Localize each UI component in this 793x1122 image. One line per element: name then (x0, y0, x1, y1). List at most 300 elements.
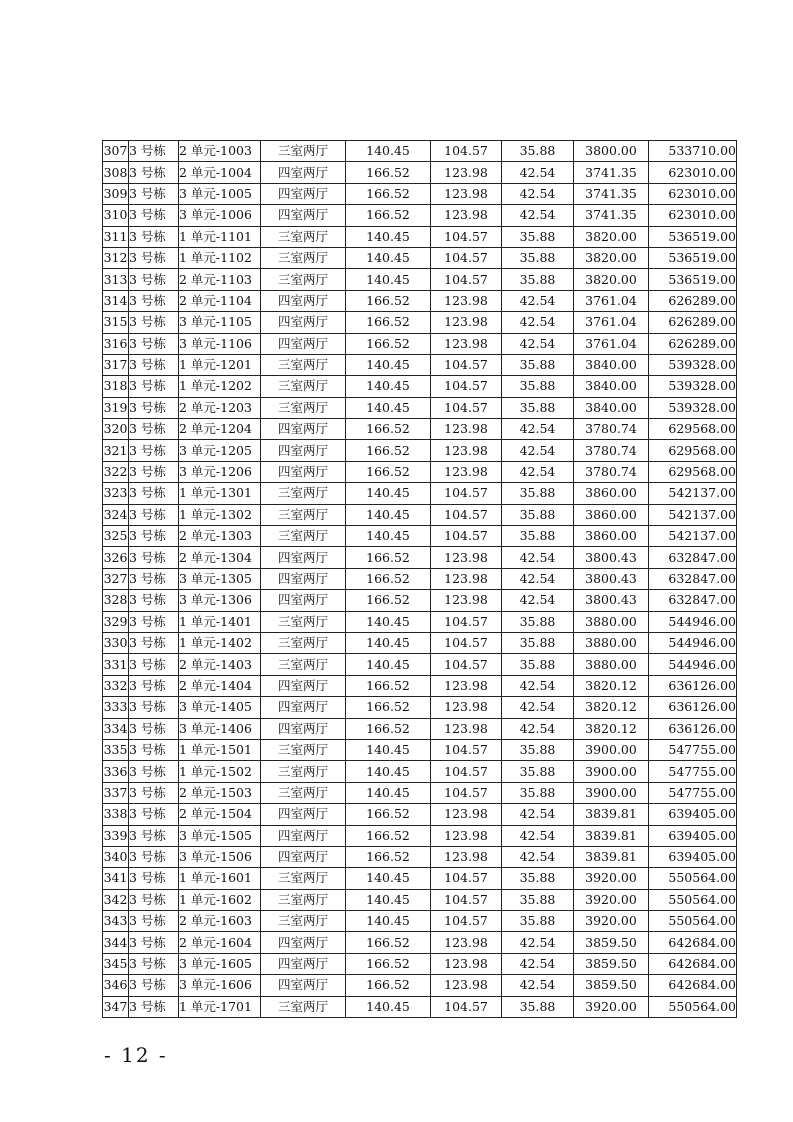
row-number-cell: 330 (103, 632, 129, 653)
unit-price-cell: 3859.50 (574, 953, 649, 974)
inner-area-cell: 104.57 (431, 269, 502, 290)
shared-area-cell: 35.88 (502, 911, 574, 932)
total-price-cell: 636126.00 (649, 697, 737, 718)
inner-area-cell: 123.98 (431, 697, 502, 718)
row-number-cell: 344 (103, 932, 129, 953)
shared-area-cell: 42.54 (502, 461, 574, 482)
inner-area-cell: 123.98 (431, 461, 502, 482)
floor-area-cell: 166.52 (346, 825, 431, 846)
row-number-cell: 338 (103, 804, 129, 825)
unit-room-cell: 3 单元-1605 (179, 953, 261, 974)
floor-area-cell: 166.52 (346, 419, 431, 440)
shared-area-cell: 42.54 (502, 162, 574, 183)
unit-price-cell: 3800.43 (574, 568, 649, 589)
inner-area-cell: 123.98 (431, 547, 502, 568)
row-number-cell: 318 (103, 376, 129, 397)
unit-price-cell: 3820.00 (574, 269, 649, 290)
building-cell: 3 号栋 (129, 376, 179, 397)
table-row (103, 632, 737, 653)
table-row (103, 804, 737, 825)
unit-room-cell: 3 单元-1206 (179, 461, 261, 482)
total-price-cell: 626289.00 (649, 290, 737, 311)
unit-price-cell: 3900.00 (574, 761, 649, 782)
total-price-cell: 542137.00 (649, 483, 737, 504)
shared-area-cell: 35.88 (502, 483, 574, 504)
total-price-cell: 629568.00 (649, 419, 737, 440)
layout-type-cell: 三室两厅 (261, 226, 346, 247)
table-row (103, 825, 737, 846)
unit-room-cell: 2 单元-1503 (179, 782, 261, 803)
unit-price-cell: 3820.12 (574, 697, 649, 718)
floor-area-cell: 166.52 (346, 333, 431, 354)
shared-area-cell: 42.54 (502, 312, 574, 333)
floor-area-cell: 140.45 (346, 376, 431, 397)
total-price-cell: 539328.00 (649, 376, 737, 397)
shared-area-cell: 35.88 (502, 996, 574, 1017)
unit-room-cell: 1 单元-1301 (179, 483, 261, 504)
unit-room-cell: 2 单元-1204 (179, 419, 261, 440)
row-number-cell: 345 (103, 953, 129, 974)
floor-area-cell: 140.45 (346, 996, 431, 1017)
building-cell: 3 号栋 (129, 419, 179, 440)
floor-area-cell: 140.45 (346, 526, 431, 547)
floor-area-cell: 140.45 (346, 761, 431, 782)
inner-area-cell: 123.98 (431, 718, 502, 739)
table-row (103, 846, 737, 867)
floor-area-cell: 140.45 (346, 269, 431, 290)
layout-type-cell: 四室两厅 (261, 590, 346, 611)
inner-area-cell: 104.57 (431, 611, 502, 632)
inner-area-cell: 123.98 (431, 932, 502, 953)
unit-room-cell: 3 单元-1506 (179, 846, 261, 867)
unit-room-cell: 3 单元-1005 (179, 183, 261, 204)
table-row (103, 183, 737, 204)
row-number-cell: 340 (103, 846, 129, 867)
floor-area-cell: 166.52 (346, 547, 431, 568)
row-number-cell: 322 (103, 461, 129, 482)
building-cell: 3 号栋 (129, 739, 179, 760)
floor-area-cell: 166.52 (346, 846, 431, 867)
floor-area-cell: 166.52 (346, 932, 431, 953)
unit-price-cell: 3920.00 (574, 868, 649, 889)
building-cell: 3 号栋 (129, 247, 179, 268)
floor-area-cell: 140.45 (346, 654, 431, 675)
unit-room-cell: 1 单元-1201 (179, 354, 261, 375)
floor-area-cell: 140.45 (346, 911, 431, 932)
table-row (103, 590, 737, 611)
total-price-cell: 544946.00 (649, 611, 737, 632)
layout-type-cell: 四室两厅 (261, 804, 346, 825)
total-price-cell: 642684.00 (649, 953, 737, 974)
inner-area-cell: 123.98 (431, 568, 502, 589)
building-cell: 3 号栋 (129, 868, 179, 889)
table-row (103, 932, 737, 953)
table-row (103, 226, 737, 247)
table-row (103, 504, 737, 525)
layout-type-cell: 三室两厅 (261, 526, 346, 547)
total-price-cell: 632847.00 (649, 547, 737, 568)
building-cell: 3 号栋 (129, 397, 179, 418)
shared-area-cell: 42.54 (502, 547, 574, 568)
shared-area-cell: 42.54 (502, 590, 574, 611)
shared-area-cell: 42.54 (502, 419, 574, 440)
total-price-cell: 547755.00 (649, 761, 737, 782)
layout-type-cell: 四室两厅 (261, 183, 346, 204)
inner-area-cell: 104.57 (431, 889, 502, 910)
layout-type-cell: 三室两厅 (261, 911, 346, 932)
building-cell: 3 号栋 (129, 312, 179, 333)
row-number-cell: 346 (103, 975, 129, 996)
floor-area-cell: 166.52 (346, 461, 431, 482)
shared-area-cell: 35.88 (502, 761, 574, 782)
row-number-cell: 343 (103, 911, 129, 932)
building-cell: 3 号栋 (129, 654, 179, 675)
layout-type-cell: 四室两厅 (261, 205, 346, 226)
inner-area-cell: 104.57 (431, 247, 502, 268)
row-number-cell: 335 (103, 739, 129, 760)
unit-price-cell: 3860.00 (574, 526, 649, 547)
table-row (103, 782, 737, 803)
floor-area-cell: 166.52 (346, 590, 431, 611)
shared-area-cell: 42.54 (502, 932, 574, 953)
total-price-cell: 632847.00 (649, 590, 737, 611)
total-price-cell: 539328.00 (649, 354, 737, 375)
row-number-cell: 311 (103, 226, 129, 247)
building-cell: 3 号栋 (129, 718, 179, 739)
unit-room-cell: 3 单元-1505 (179, 825, 261, 846)
shared-area-cell: 35.88 (502, 226, 574, 247)
building-cell: 3 号栋 (129, 804, 179, 825)
unit-room-cell: 3 单元-1105 (179, 312, 261, 333)
table-row (103, 868, 737, 889)
table-row (103, 526, 737, 547)
layout-type-cell: 四室两厅 (261, 162, 346, 183)
table-row (103, 953, 737, 974)
inner-area-cell: 104.57 (431, 226, 502, 247)
floor-area-cell: 166.52 (346, 568, 431, 589)
building-cell: 3 号栋 (129, 975, 179, 996)
table-row (103, 675, 737, 696)
inner-area-cell: 104.57 (431, 504, 502, 525)
table-row (103, 440, 737, 461)
unit-room-cell: 3 单元-1405 (179, 697, 261, 718)
total-price-cell: 533710.00 (649, 141, 737, 162)
table-row (103, 141, 737, 162)
table-body (103, 141, 737, 1018)
building-cell: 3 号栋 (129, 632, 179, 653)
unit-price-cell: 3820.12 (574, 718, 649, 739)
shared-area-cell: 35.88 (502, 269, 574, 290)
unit-price-cell: 3741.35 (574, 162, 649, 183)
unit-room-cell: 1 单元-1102 (179, 247, 261, 268)
floor-area-cell: 166.52 (346, 675, 431, 696)
shared-area-cell: 42.54 (502, 440, 574, 461)
building-cell: 3 号栋 (129, 846, 179, 867)
inner-area-cell: 104.57 (431, 868, 502, 889)
building-cell: 3 号栋 (129, 996, 179, 1017)
layout-type-cell: 四室两厅 (261, 975, 346, 996)
layout-type-cell: 三室两厅 (261, 483, 346, 504)
unit-room-cell: 1 单元-1302 (179, 504, 261, 525)
unit-room-cell: 3 单元-1305 (179, 568, 261, 589)
row-number-cell: 332 (103, 675, 129, 696)
row-number-cell: 328 (103, 590, 129, 611)
table-row (103, 761, 737, 782)
floor-area-cell: 166.52 (346, 162, 431, 183)
floor-area-cell: 140.45 (346, 868, 431, 889)
table-row (103, 975, 737, 996)
building-cell: 3 号栋 (129, 483, 179, 504)
total-price-cell: 626289.00 (649, 333, 737, 354)
shared-area-cell: 35.88 (502, 632, 574, 653)
layout-type-cell: 三室两厅 (261, 376, 346, 397)
floor-area-cell: 166.52 (346, 804, 431, 825)
inner-area-cell: 104.57 (431, 354, 502, 375)
unit-room-cell: 1 单元-1402 (179, 632, 261, 653)
unit-price-cell: 3741.35 (574, 183, 649, 204)
layout-type-cell: 四室两厅 (261, 440, 346, 461)
total-price-cell: 550564.00 (649, 996, 737, 1017)
unit-price-cell: 3880.00 (574, 611, 649, 632)
inner-area-cell: 123.98 (431, 953, 502, 974)
building-cell: 3 号栋 (129, 162, 179, 183)
inner-area-cell: 104.57 (431, 376, 502, 397)
floor-area-cell: 140.45 (346, 632, 431, 653)
building-cell: 3 号栋 (129, 354, 179, 375)
total-price-cell: 639405.00 (649, 825, 737, 846)
shared-area-cell: 42.54 (502, 975, 574, 996)
unit-price-cell: 3741.35 (574, 205, 649, 226)
shared-area-cell: 35.88 (502, 354, 574, 375)
unit-price-cell: 3900.00 (574, 782, 649, 803)
unit-price-cell: 3920.00 (574, 889, 649, 910)
shared-area-cell: 35.88 (502, 739, 574, 760)
layout-type-cell: 三室两厅 (261, 141, 346, 162)
shared-area-cell: 42.54 (502, 718, 574, 739)
table-row (103, 290, 737, 311)
floor-area-cell: 140.45 (346, 782, 431, 803)
unit-room-cell: 1 单元-1601 (179, 868, 261, 889)
total-price-cell: 536519.00 (649, 247, 737, 268)
unit-price-cell: 3859.50 (574, 932, 649, 953)
unit-room-cell: 2 单元-1404 (179, 675, 261, 696)
total-price-cell: 544946.00 (649, 654, 737, 675)
building-cell: 3 号栋 (129, 932, 179, 953)
unit-room-cell: 2 单元-1604 (179, 932, 261, 953)
floor-area-cell: 140.45 (346, 504, 431, 525)
unit-price-cell: 3839.81 (574, 846, 649, 867)
floor-area-cell: 166.52 (346, 697, 431, 718)
unit-room-cell: 2 单元-1104 (179, 290, 261, 311)
shared-area-cell: 42.54 (502, 697, 574, 718)
shared-area-cell: 35.88 (502, 782, 574, 803)
unit-price-cell: 3800.00 (574, 141, 649, 162)
total-price-cell: 629568.00 (649, 461, 737, 482)
table-row (103, 419, 737, 440)
unit-price-cell: 3920.00 (574, 911, 649, 932)
layout-type-cell: 四室两厅 (261, 290, 346, 311)
unit-room-cell: 2 单元-1203 (179, 397, 261, 418)
unit-price-cell: 3761.04 (574, 333, 649, 354)
unit-room-cell: 3 单元-1306 (179, 590, 261, 611)
unit-price-cell: 3840.00 (574, 354, 649, 375)
shared-area-cell: 35.88 (502, 868, 574, 889)
table-row (103, 376, 737, 397)
unit-room-cell: 2 单元-1103 (179, 269, 261, 290)
row-number-cell: 313 (103, 269, 129, 290)
inner-area-cell: 123.98 (431, 419, 502, 440)
housing-price-table (102, 140, 737, 1018)
total-price-cell: 636126.00 (649, 718, 737, 739)
inner-area-cell: 123.98 (431, 804, 502, 825)
total-price-cell: 642684.00 (649, 975, 737, 996)
row-number-cell: 326 (103, 547, 129, 568)
building-cell: 3 号栋 (129, 675, 179, 696)
floor-area-cell: 166.52 (346, 975, 431, 996)
row-number-cell: 324 (103, 504, 129, 525)
unit-price-cell: 3880.00 (574, 654, 649, 675)
unit-room-cell: 1 单元-1701 (179, 996, 261, 1017)
table-row (103, 269, 737, 290)
layout-type-cell: 四室两厅 (261, 697, 346, 718)
row-number-cell: 312 (103, 247, 129, 268)
row-number-cell: 339 (103, 825, 129, 846)
building-cell: 3 号栋 (129, 504, 179, 525)
shared-area-cell: 35.88 (502, 611, 574, 632)
layout-type-cell: 四室两厅 (261, 718, 346, 739)
row-number-cell: 308 (103, 162, 129, 183)
shared-area-cell: 35.88 (502, 504, 574, 525)
unit-price-cell: 3780.74 (574, 419, 649, 440)
layout-type-cell: 四室两厅 (261, 461, 346, 482)
building-cell: 3 号栋 (129, 226, 179, 247)
building-cell: 3 号栋 (129, 440, 179, 461)
building-cell: 3 号栋 (129, 782, 179, 803)
row-number-cell: 347 (103, 996, 129, 1017)
table-row (103, 547, 737, 568)
building-cell: 3 号栋 (129, 697, 179, 718)
shared-area-cell: 42.54 (502, 953, 574, 974)
unit-room-cell: 1 单元-1202 (179, 376, 261, 397)
row-number-cell: 320 (103, 419, 129, 440)
unit-room-cell: 2 单元-1004 (179, 162, 261, 183)
unit-room-cell: 2 单元-1403 (179, 654, 261, 675)
total-price-cell: 632847.00 (649, 568, 737, 589)
shared-area-cell: 35.88 (502, 376, 574, 397)
floor-area-cell: 166.52 (346, 440, 431, 461)
inner-area-cell: 123.98 (431, 675, 502, 696)
unit-price-cell: 3920.00 (574, 996, 649, 1017)
layout-type-cell: 四室两厅 (261, 953, 346, 974)
inner-area-cell: 104.57 (431, 739, 502, 760)
building-cell: 3 号栋 (129, 526, 179, 547)
unit-price-cell: 3820.12 (574, 675, 649, 696)
layout-type-cell: 三室两厅 (261, 868, 346, 889)
table-row (103, 312, 737, 333)
inner-area-cell: 123.98 (431, 825, 502, 846)
building-cell: 3 号栋 (129, 911, 179, 932)
building-cell: 3 号栋 (129, 590, 179, 611)
row-number-cell: 341 (103, 868, 129, 889)
row-number-cell: 334 (103, 718, 129, 739)
shared-area-cell: 35.88 (502, 889, 574, 910)
unit-room-cell: 1 单元-1401 (179, 611, 261, 632)
row-number-cell: 342 (103, 889, 129, 910)
inner-area-cell: 123.98 (431, 590, 502, 611)
unit-room-cell: 2 单元-1504 (179, 804, 261, 825)
total-price-cell: 542137.00 (649, 504, 737, 525)
layout-type-cell: 三室两厅 (261, 782, 346, 803)
shared-area-cell: 35.88 (502, 654, 574, 675)
total-price-cell: 636126.00 (649, 675, 737, 696)
inner-area-cell: 104.57 (431, 141, 502, 162)
layout-type-cell: 三室两厅 (261, 397, 346, 418)
unit-room-cell: 2 单元-1303 (179, 526, 261, 547)
building-cell: 3 号栋 (129, 568, 179, 589)
inner-area-cell: 123.98 (431, 333, 502, 354)
total-price-cell: 550564.00 (649, 868, 737, 889)
row-number-cell: 329 (103, 611, 129, 632)
building-cell: 3 号栋 (129, 141, 179, 162)
inner-area-cell: 104.57 (431, 761, 502, 782)
floor-area-cell: 140.45 (346, 354, 431, 375)
building-cell: 3 号栋 (129, 461, 179, 482)
row-number-cell: 316 (103, 333, 129, 354)
table-row (103, 697, 737, 718)
inner-area-cell: 104.57 (431, 632, 502, 653)
table-row (103, 205, 737, 226)
layout-type-cell: 三室两厅 (261, 654, 346, 675)
layout-type-cell: 三室两厅 (261, 996, 346, 1017)
table-row (103, 739, 737, 760)
floor-area-cell: 140.45 (346, 247, 431, 268)
total-price-cell: 642684.00 (649, 932, 737, 953)
total-price-cell: 623010.00 (649, 183, 737, 204)
unit-price-cell: 3780.74 (574, 440, 649, 461)
floor-area-cell: 166.52 (346, 290, 431, 311)
inner-area-cell: 104.57 (431, 654, 502, 675)
layout-type-cell: 三室两厅 (261, 354, 346, 375)
unit-price-cell: 3761.04 (574, 290, 649, 311)
floor-area-cell: 140.45 (346, 226, 431, 247)
total-price-cell: 536519.00 (649, 226, 737, 247)
shared-area-cell: 35.88 (502, 397, 574, 418)
inner-area-cell: 123.98 (431, 440, 502, 461)
row-number-cell: 336 (103, 761, 129, 782)
row-number-cell: 337 (103, 782, 129, 803)
unit-room-cell: 2 单元-1603 (179, 911, 261, 932)
inner-area-cell: 104.57 (431, 397, 502, 418)
row-number-cell: 315 (103, 312, 129, 333)
unit-price-cell: 3880.00 (574, 632, 649, 653)
building-cell: 3 号栋 (129, 183, 179, 204)
inner-area-cell: 123.98 (431, 846, 502, 867)
shared-area-cell: 35.88 (502, 141, 574, 162)
unit-room-cell: 1 单元-1502 (179, 761, 261, 782)
table-row (103, 397, 737, 418)
row-number-cell: 309 (103, 183, 129, 204)
layout-type-cell: 四室两厅 (261, 312, 346, 333)
total-price-cell: 550564.00 (649, 889, 737, 910)
table-row (103, 354, 737, 375)
floor-area-cell: 140.45 (346, 611, 431, 632)
unit-price-cell: 3800.43 (574, 590, 649, 611)
inner-area-cell: 123.98 (431, 290, 502, 311)
unit-room-cell: 2 单元-1304 (179, 547, 261, 568)
layout-type-cell: 三室两厅 (261, 761, 346, 782)
layout-type-cell: 三室两厅 (261, 247, 346, 268)
shared-area-cell: 35.88 (502, 247, 574, 268)
